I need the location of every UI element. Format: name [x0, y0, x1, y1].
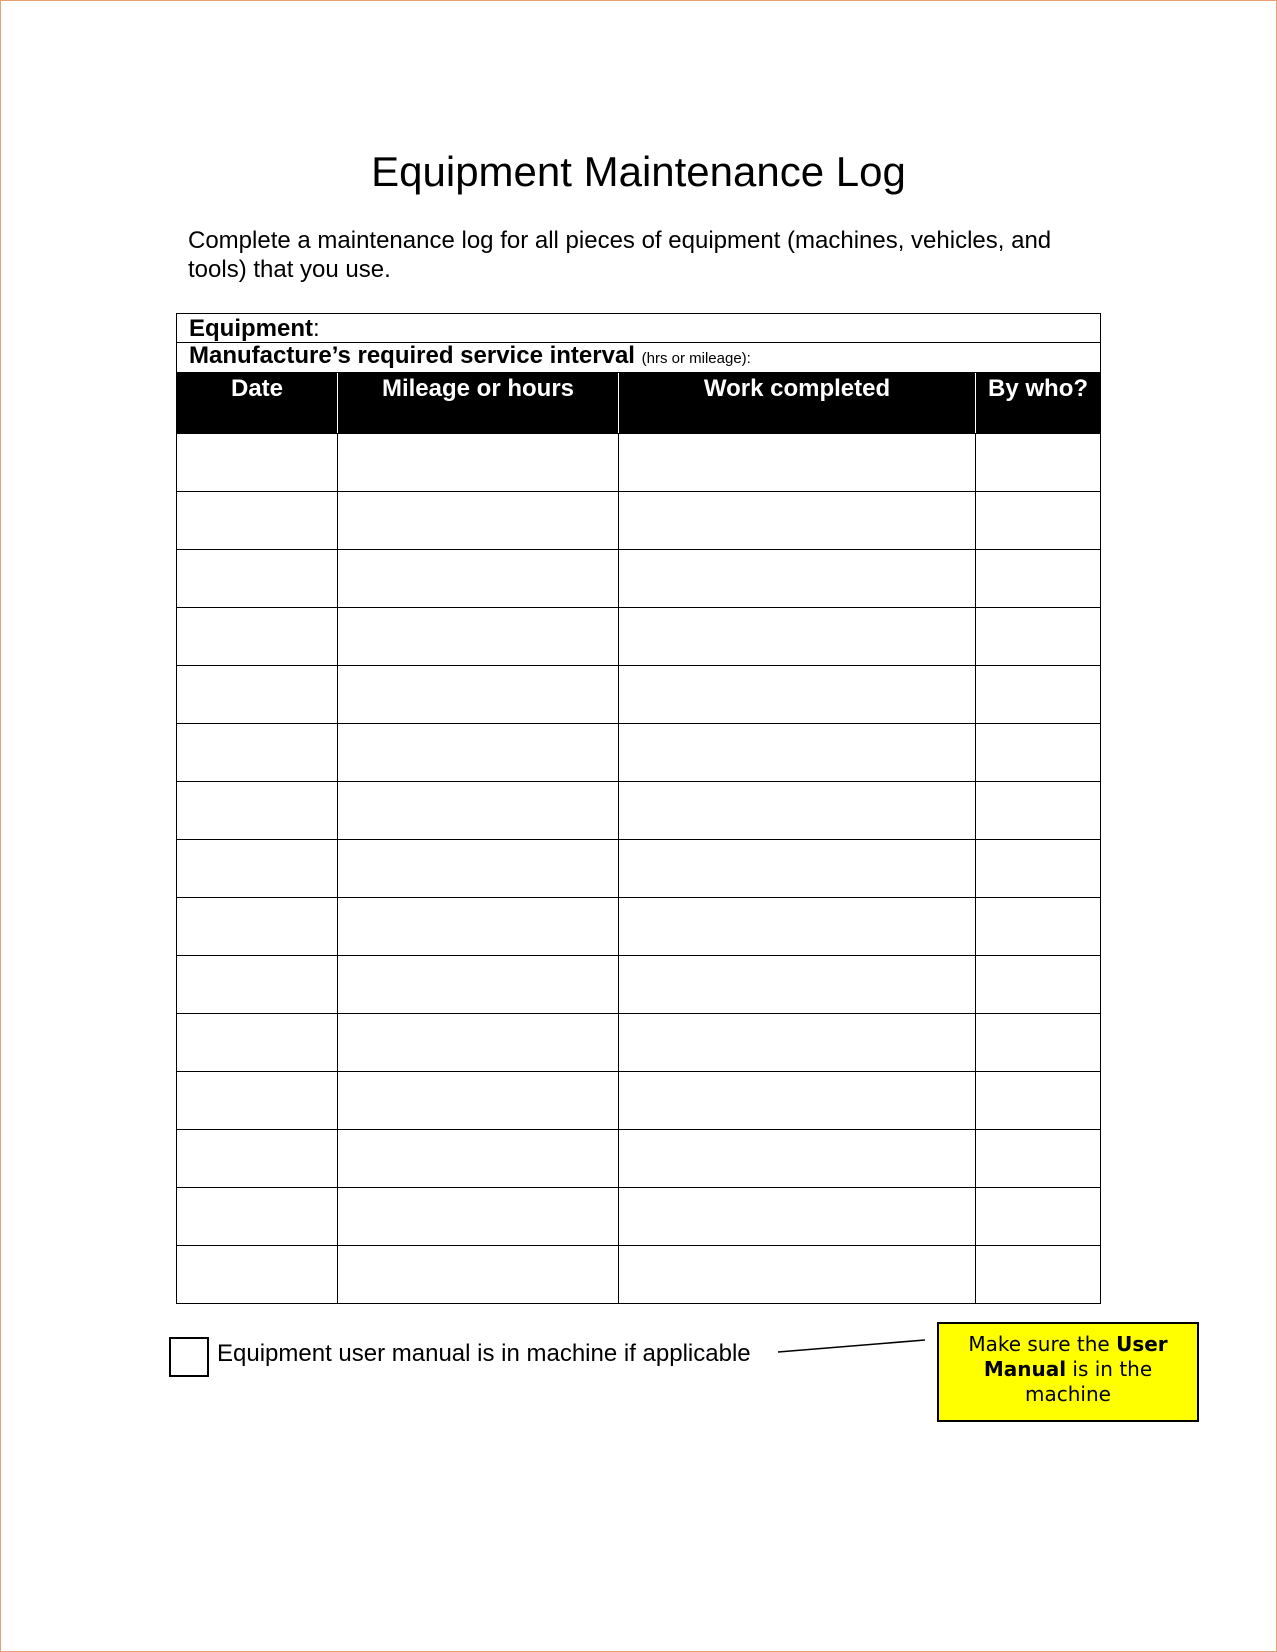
- callout-text-bold: User Manual: [983, 1332, 1168, 1381]
- col-header-by-who: By who?: [976, 373, 1101, 434]
- callout-note: [937, 1322, 1199, 1422]
- callout-text-pre: Make sure the: [968, 1332, 1117, 1356]
- equipment-label: Equipment: [189, 315, 313, 342]
- manual-checkbox-label: Equipment user manual is in machine if applicable: [217, 1340, 751, 1367]
- col-header-work: Work completed: [619, 373, 976, 434]
- col-header-date: Date: [177, 373, 338, 434]
- interval-label: Manufacture’s required service interval: [189, 342, 635, 369]
- interval-note: (hrs or mileage):: [641, 350, 751, 367]
- intro-text: Complete a maintenance log for all pieces of equipment (machines, vehicles, and tools) that you use.: [188, 227, 1052, 283]
- equipment-colon: :: [313, 315, 320, 342]
- col-header-mileage: Mileage or hours: [338, 373, 619, 434]
- callout-text-post: is in the machine: [1025, 1357, 1153, 1406]
- page-title: Equipment Maintenance Log: [371, 148, 906, 195]
